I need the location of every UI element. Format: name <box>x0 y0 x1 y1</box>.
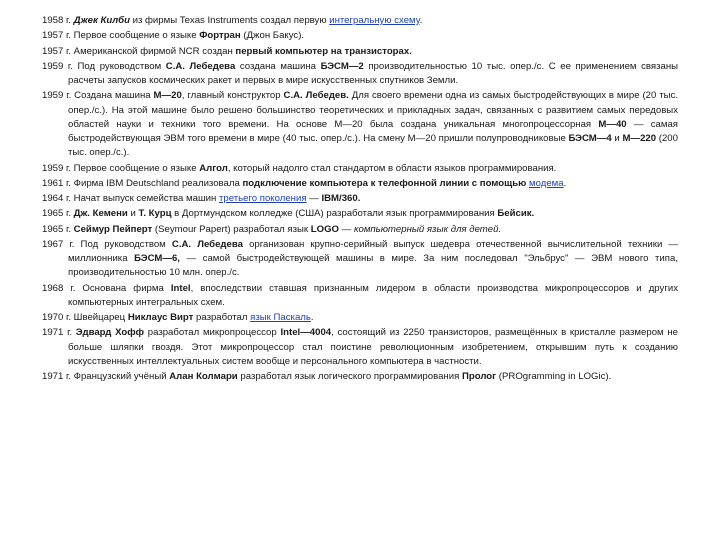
bold-text: М—220 <box>622 133 657 144</box>
bold-italic-text: Джек Килби <box>73 15 130 26</box>
text-run: — самой быстродействующей машины в мире. За ним последовал "Эльбрус" — ЭВМ нового типа, производительностью 10 млн. опер./с. <box>68 253 678 279</box>
timeline-entry <box>42 370 678 384</box>
text-run: . <box>310 312 314 324</box>
hyperlink[interactable]: интегральную схему <box>329 15 420 26</box>
text-run: 1961 г. Фирма IBM Deutschland реализовала <box>42 177 243 189</box>
text-run: в Дортмундском колледже (США) разработали язык программирования <box>171 208 498 220</box>
text-run: разработал <box>193 312 251 324</box>
timeline-entry <box>42 177 678 191</box>
bold-text: БЭСМ—6, <box>134 253 180 265</box>
text-run: (PROgramming in LOGic). <box>496 371 612 383</box>
hyperlink[interactable]: язык Паскаль <box>250 312 311 324</box>
bold-text: М—20 <box>153 90 182 102</box>
bold-text: Алгол <box>199 162 228 174</box>
bold-text: Фортран <box>199 30 241 42</box>
timeline-entry <box>42 311 678 325</box>
bold-text: Никлаус Вирт <box>127 312 194 324</box>
bold-text: Intel <box>170 282 191 294</box>
text-run: 1958 г. <box>42 15 74 26</box>
text-run: 1957 г. Первое сообщение о языке <box>42 30 200 42</box>
timeline-entry <box>42 89 678 160</box>
text-run: . <box>563 177 567 189</box>
text-run: , состоящий из 2250 транзисторов, размещённых в кристалле размером не больше шляпки гвоздя. Этот микропроцессор стал поистине революционным изобретением, открывшим путь к созданию искусственных интеллектуальных систем вообще и персонального компьютера в частности. <box>68 327 678 367</box>
hyperlink[interactable]: третьего поколения <box>219 193 307 205</box>
bold-text: М—40 <box>598 118 627 130</box>
text-run: организован крупно-серийный выпуск шедевра отечественной вычислительной техники — миллионника <box>68 238 679 265</box>
bold-text: Intel—4004 <box>280 327 332 339</box>
timeline-entry <box>42 192 678 206</box>
text-run: 1965 г. <box>42 223 74 235</box>
text-run: , впоследствии ставшая признанным лидером в области производства микропроцессоров и других компьютерных интегральных схем. <box>68 282 678 308</box>
bold-text: Сеймур Пейперт <box>73 223 153 235</box>
hyperlink[interactable]: модема <box>529 177 564 189</box>
text-run: 1957 г. Американской фирмой NCR создан <box>42 45 236 57</box>
bold-text: БЭСМ—4 <box>568 133 612 144</box>
text-run: 1959 г. Первое сообщение о языке <box>42 162 200 174</box>
text-run: , который надолго стал стандартом в области языков программирования. <box>227 162 557 174</box>
bold-text: БЭСМ—2 <box>320 60 364 72</box>
bold-text: Т. Курц <box>138 208 172 220</box>
text-run: 1959 г. Под руководством <box>42 60 166 72</box>
timeline-entry <box>42 45 678 59</box>
text-run: , главный конструктор <box>181 90 284 102</box>
bold-text: Дж. Кемени <box>73 208 128 220</box>
text-run: разработал микропроцессор <box>144 327 281 339</box>
text-run: 1967 г. Под руководством <box>42 238 172 250</box>
text-run: создана машина <box>235 60 321 72</box>
timeline-entry <box>42 207 678 221</box>
timeline-entry <box>42 282 678 310</box>
text-run: 1971 г. <box>42 327 76 339</box>
text-run: (Джон Бакус). <box>240 30 305 42</box>
bold-text: Пролог <box>461 371 497 383</box>
text-run: разработал язык логического программирования <box>237 371 462 383</box>
text-run: — самая быстродействующая ЭВМ того времени в мире (40 тыс. опер./с.). На смену М—20 пришли полупроводниковые <box>68 118 678 144</box>
text-run: 1964 г. Начат выпуск семейства машин <box>42 193 219 205</box>
text-run: — <box>339 223 354 235</box>
text-run: 1971 г. Французский учёный <box>42 371 170 383</box>
text-run: и <box>127 208 139 220</box>
timeline-entry <box>42 60 678 88</box>
timeline-entry <box>42 238 678 281</box>
bold-text: LOGO <box>310 223 340 235</box>
text-run: (Seymour Papert) разработал язык <box>152 223 311 235</box>
text-run: из фирмы Texas Instruments создал первую <box>129 15 330 26</box>
text-run: 1968 г. Основана фирма <box>42 282 171 294</box>
italic-text: компьютерный язык для детей. <box>353 223 502 235</box>
document-body <box>42 14 678 385</box>
text-run: и <box>611 133 623 144</box>
text-run: — <box>306 193 322 205</box>
bold-text: С.А. Лебедева <box>171 238 243 250</box>
timeline-entry <box>42 326 678 369</box>
bold-text: С.А. Лебедева <box>165 60 236 72</box>
text-run: производительностью 10 тыс. опер./с. С ее применением связаны расчеты запусков космических ракет и первых в мире искусственных спутников Земли. <box>68 60 679 87</box>
bold-text: С.А. Лебедев. <box>283 90 349 102</box>
timeline-entry <box>42 29 678 43</box>
timeline-entry <box>42 162 678 176</box>
text-run: 1965 г. <box>42 208 74 220</box>
text-run: (200 тыс. опер./с.). <box>68 133 678 159</box>
bold-text: IBM/360. <box>321 193 361 205</box>
bold-text: Эдвард Хофф <box>75 327 145 339</box>
bold-text: Бейсик. <box>497 208 535 220</box>
text-run: . <box>419 15 423 26</box>
text-run: 1959 г. Создана машина <box>42 90 154 102</box>
bold-text: Алан Колмари <box>169 371 238 383</box>
text-run: Для своего времени одна из самых быстродействующих в мире (20 тыс. опер./с.). На этой машине было решено большинство теоретических и прикладных задач, связанных с развитием самых передовых областей науки и техники того времени. На основе М—20 была создана уникальная многопроцессорная <box>68 90 679 130</box>
bold-text: первый компьютер на транзисторах. <box>235 45 412 57</box>
text-run: 1970 г. Швейцарец <box>42 312 128 324</box>
bold-text: подключение компьютера к телефонной линии с помощью <box>242 177 527 189</box>
timeline-entry <box>42 14 678 28</box>
timeline-entry <box>42 223 678 237</box>
